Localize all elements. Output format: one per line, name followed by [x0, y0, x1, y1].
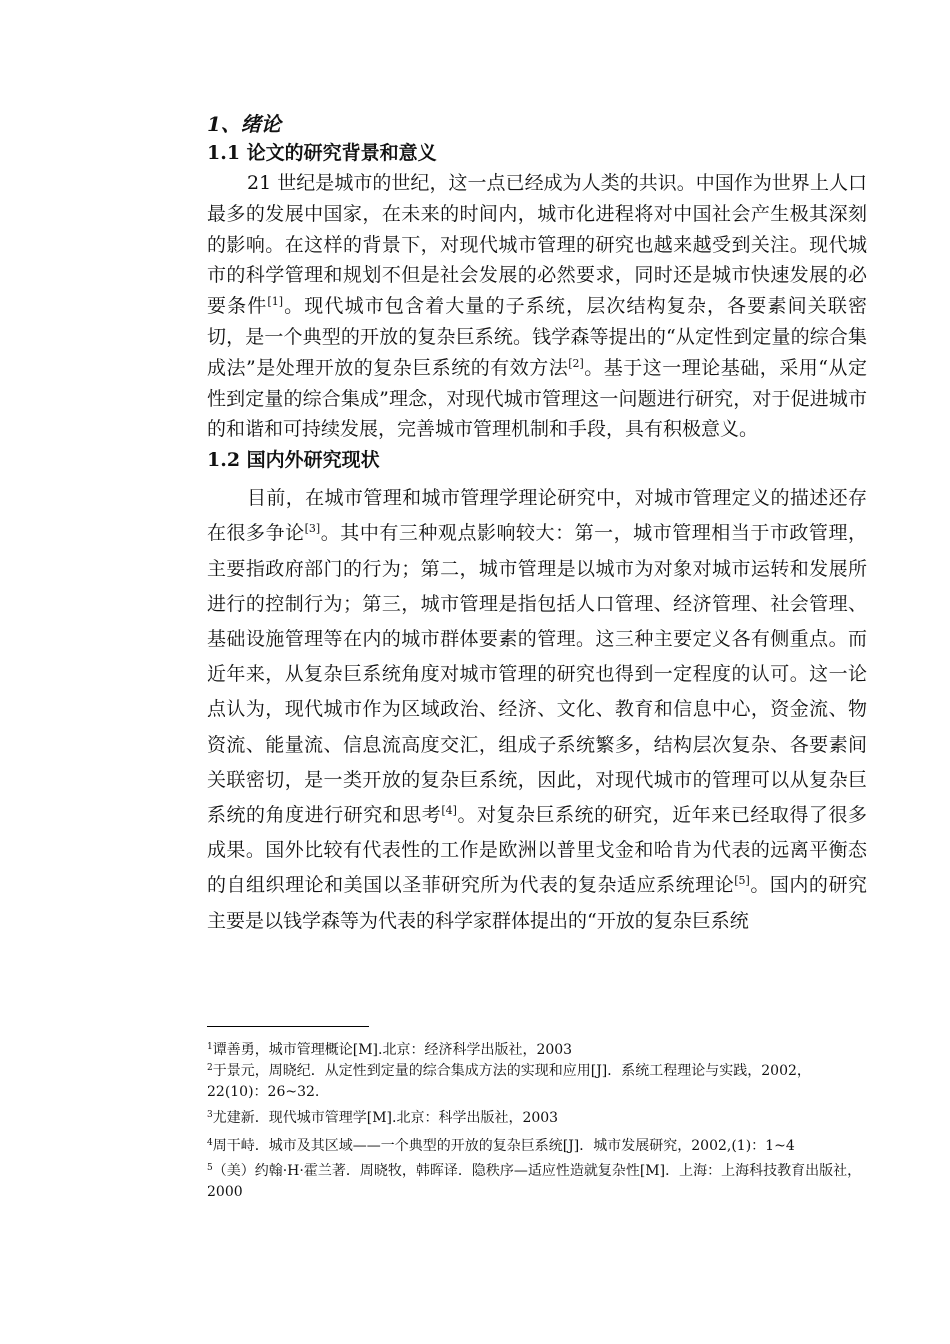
footnote-mark: 4: [207, 1138, 213, 1148]
section-2-title: 1.2 国内外研究现状: [207, 449, 380, 472]
footnote-text: 谭善勇，城市管理概论[M].北京：经济科学出版社，2003: [212, 1042, 573, 1058]
chapter-title: 1、绪论: [207, 112, 281, 136]
footnote-item: [207, 1161, 867, 1203]
footnote-text: 于景元，周晓纪．从定性到定量的综合集成方法的实现和应用[J]．系统工程理论与实践，2002，22(10)：26~32.: [207, 1063, 811, 1100]
citation-2: [2]: [568, 356, 584, 370]
section-2-text-c: 。对复杂巨系统的研究，近年来已经取得了很多成果。国外比较有代表性的工作是欧洲以普里戈金和哈肯为代表的远离平衡态的自组织理论和美国以圣菲研究所为代表的复杂适应系统理论: [207, 804, 867, 897]
citation-5: [5]: [734, 874, 750, 888]
footnotes: [207, 1040, 867, 1203]
section-1-paragraph: [207, 168, 867, 445]
section-1-text-a: 21 世纪是城市的世纪，这一点已经成为人类的共识。中国作为世界上人口最多的发展中国家，在未来的时间内，城市化进程将对中国社会产生极其深刻的影响。在这样的背景下，对现代城市管理的研究也越来越受到关注。现代城市的科学管理和规划不但是社会发展的必然要求，同时还是城市快速发展的必要条件: [207, 172, 867, 318]
footnote-text: 周干峙．城市及其区域——一个典型的开放的复杂巨系统[J]．城市发展研究，2002,(1)：1~4: [212, 1138, 795, 1154]
citation-4: [4]: [441, 804, 457, 817]
section-2-text-a: 目前，在城市管理和城市管理学理论研究中，对城市管理定义的描述还存在很多争论: [207, 487, 867, 545]
footnote-mark: 2: [207, 1063, 213, 1073]
footnote-mark: 1: [207, 1042, 213, 1052]
footnote-divider: [207, 1026, 369, 1027]
section-2-text-d: 。国内的研究主要是以钱学森等为代表的科学家群体提出的“开放的复杂巨系统: [207, 874, 867, 932]
footnote-text: （美）约翰·H·霍兰著．周晓牧，韩晖译．隐秩序—适应性造就复杂性[M]．上海：上海科技教育出版社，2000: [207, 1163, 862, 1200]
citation-1: [1]: [267, 295, 284, 309]
section-1-text-c: 。基于这一理论基础，采用“从定性到定量的综合集成”理念，对现代城市管理这一问题进行研究，对于促进城市的和谐和可持续发展，完善城市管理机制和手段，具有积极意义。: [207, 356, 867, 441]
section-1-text-b: 。现代城市包含着大量的子系统，层次结构复杂，各要素间关联密切，是一个典型的开放的复杂巨系统。钱学森等提出的“从定性到定量的综合集成法”是处理开放的复杂巨系统的有效方法: [207, 295, 867, 379]
section-2-text-b: 。其中有三种观点影响较大：第一，城市管理相当于市政管理，主要指政府部门的行为；第二，城市管理是以城市为对象对城市运转和发展所进行的控制行为；第三，城市管理是指包括人口管理、经济管理、社会管理、基础设施管理等在内的城市群体要素的管理。这三种主要定义各有侧重点。而近年来，从复杂巨系统角度对城市管理的研究也得到一定程度的认可。这一论点认为，现代城市作为区域政治、经济、文化、教育和信息中心，资金流、物资流、能量流、信息流高度交汇，组成子系统繁多，结构层次复杂、各要素间关联密切，是一类开放的复杂巨系统，因此，对现代城市的管理可以从复杂巨系统的角度进行研究和思考: [207, 522, 867, 826]
citation-3: [3]: [304, 522, 321, 536]
footnote-mark: 5: [207, 1163, 213, 1173]
section-1-title: 1.1 论文的研究背景和意义: [207, 142, 437, 164]
footnote-text: 尤建新．现代城市管理学[M].北京：科学出版社，2003: [212, 1110, 559, 1126]
footnote-item: [207, 1061, 867, 1103]
footnote-item: [207, 1108, 867, 1129]
footnote-item: [207, 1040, 867, 1061]
section-2-paragraph: [207, 481, 867, 939]
footnote-item: [207, 1132, 867, 1161]
footnote-mark: 3: [207, 1110, 213, 1120]
main-content: [207, 110, 867, 939]
